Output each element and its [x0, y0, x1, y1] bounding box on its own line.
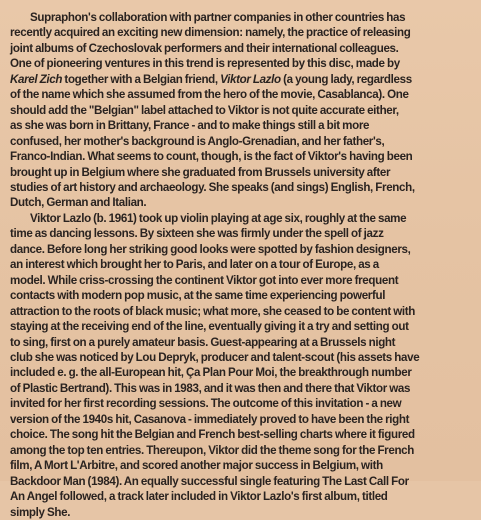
text-line: dance. Before long her striking good looks were spotted by fashion designers,: [10, 242, 411, 256]
text-fragment: together with a Belgian friend,: [62, 72, 221, 86]
text-line: club she was noticed by Lou Depryk, producer and talent-scout (his assets have: [10, 350, 420, 364]
text-line: Backdoor Man (1984). An equally successful single featuring The Last Call For: [10, 474, 409, 488]
text-line: version of the 1940s hit, Casanova - immediately proved to have been the right: [10, 412, 410, 426]
text-line: staying at the receiving end of the line, eventually giving it a try and setting out: [10, 320, 409, 334]
paragraph-1: [10, 10, 473, 211]
text-line: choice. The song hit the Belgian and French best-selling charts where it figured: [10, 428, 415, 442]
text-line: brought up in Belgium where she graduated from Brussels university after: [10, 165, 391, 179]
text-line: as she was born in Brittany, France - and to make things still a bit more: [10, 119, 370, 133]
text-line: simply She.: [10, 505, 71, 519]
text-line: Dutch, German and Italian.: [10, 196, 147, 210]
text-line: confused, her mother's background is Anglo-Grenadian, and her father's,: [10, 134, 385, 148]
text-line: recently acquired an exciting new dimension: namely, the practice of releasing: [10, 26, 411, 40]
text-line: Supraphon's collaboration with partner companies in other countries has: [30, 11, 406, 24]
text-line: invited for her first recording sessions. The outcome of this invitation - a new: [10, 397, 402, 411]
text-line: One of pioneering ventures in this trend is represented by this disc, made by: [10, 57, 400, 71]
text-line: Franco-Indian. What seems to count, though, is the fact of Viktor's having been: [10, 150, 413, 164]
text-line: should add the "Belgian" label attached to Viktor is not quite accurate either,: [10, 103, 399, 117]
text-line: an interest which brought her to Paris, and later on a tour of Europe, as a: [10, 258, 379, 272]
text-line: contacts with modern pop music, at the same time experiencing powerful: [10, 289, 386, 303]
artist-name-viktor-lazlo: Viktor Lazlo: [220, 72, 281, 86]
text-line: to sing, first on a purely amateur basis. Guest-appearing at a Brussels night: [10, 335, 396, 349]
text-line: Viktor Lazlo (b. 1961) took up violin playing at age six, roughly at the same: [30, 211, 407, 225]
text-line-with-names: [10, 72, 473, 87]
text-line: among the top ten entries. Thereupon, Viktor did the theme song for the French: [10, 443, 415, 457]
text-line: studies of art history and archaeology. She speaks (and sings) English, French,: [10, 180, 415, 194]
text-line: attraction to the roots of black music; what more, she ceased to be content with: [10, 304, 415, 318]
paragraph-2: [10, 211, 473, 520]
text-line: joint albums of Czechoslovak performers and their international colleagues.: [10, 41, 399, 55]
text-line: included e. g. the all-European hit, Ça Plan Pour Moi, the breakthrough number: [10, 366, 412, 380]
artist-name-karel-zich: Karel Zich: [10, 72, 63, 86]
text-fragment: (a young lady, regardless: [280, 72, 412, 86]
text-line: An Angel followed, a track later included in Viktor Lazlo's first album, titled: [10, 490, 388, 504]
text-line: time as dancing lessons. By sixteen she was firmly under the spell of jazz: [10, 227, 384, 241]
text-line: of the name which she assumed from the hero of the movie, Casablanca). One: [10, 88, 409, 102]
text-line: of Plastic Bertrand). This was in 1983, and it was then and there that Viktor was: [10, 381, 411, 395]
text-line: film, A Mort L'Arbitre, and scored another major success in Belgium, with: [10, 459, 383, 473]
text-line: model. While criss-crossing the continent Viktor got into ever more frequent: [10, 273, 399, 287]
